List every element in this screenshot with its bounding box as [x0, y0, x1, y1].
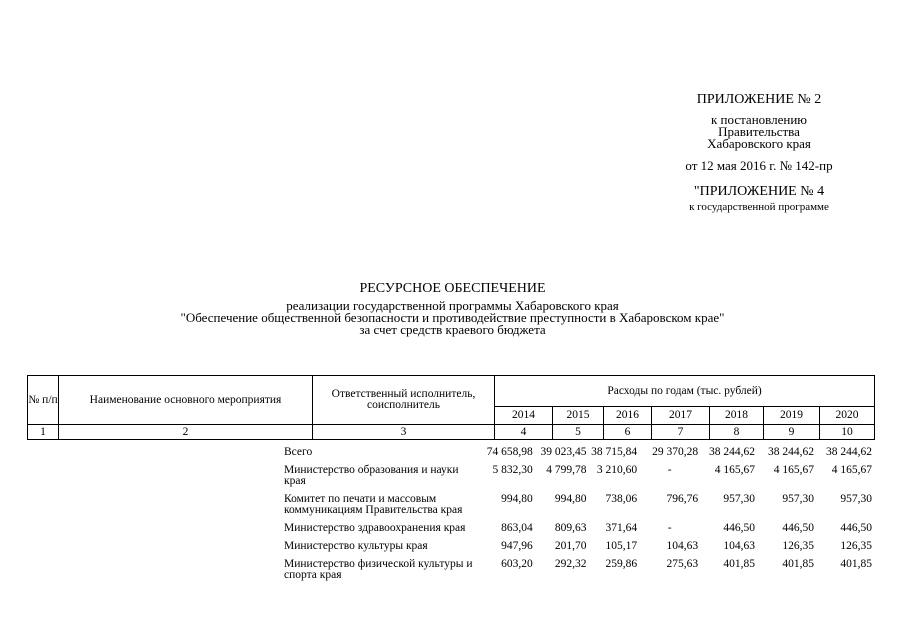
table-row — [282, 445, 874, 463]
row-executor: Министерство образования и науки края — [284, 464, 459, 487]
header-year: 2020 — [820, 407, 875, 425]
header-year: 2018 — [710, 407, 764, 425]
row-value: - — [667, 464, 672, 476]
row-value: 126,35 — [782, 540, 815, 552]
header-year: 2014 — [495, 407, 553, 425]
row-value: 401,85 — [840, 558, 872, 570]
column-number: 5 — [553, 425, 604, 440]
row-value: 4 165,67 — [773, 464, 815, 476]
table-row — [282, 463, 874, 492]
header-expenses: Расходы по годам (тыс. рублей) — [495, 376, 875, 407]
table-row — [282, 539, 874, 557]
row-value: 104,63 — [666, 540, 699, 552]
appendix-title-2: "ПРИЛОЖЕНИЕ № 4 — [693, 184, 825, 199]
subheading-line: "Обеспечение общественной безопасности и противодействие преступности в Хабаровском крае" — [180, 310, 725, 325]
row-value: 38 244,62 — [709, 446, 756, 458]
row-executor: Комитет по печати и массовым коммуникациям Правительства края — [284, 493, 463, 516]
row-value: 603,20 — [501, 558, 533, 570]
row-value: 994,80 — [554, 493, 587, 505]
row-executor: Министерство физической культуры и спорта края — [284, 558, 473, 581]
row-value: 947,96 — [501, 540, 533, 552]
column-number: 9 — [764, 425, 820, 440]
row-value: 104,63 — [723, 540, 756, 552]
row-value: 275,63 — [666, 558, 699, 570]
row-value: 74 658,98 — [486, 446, 533, 458]
row-value: 738,06 — [605, 493, 638, 505]
row-executor: Всего — [284, 446, 313, 458]
row-executor: Министерство здравоохранения края — [284, 522, 466, 534]
appendix-line: к постановлению — [710, 112, 808, 127]
appendix-title: ПРИЛОЖЕНИЕ № 2 — [696, 92, 822, 107]
row-value: 201,70 — [554, 540, 587, 552]
table-row — [282, 557, 874, 586]
row-value: 809,63 — [554, 522, 587, 534]
row-value: 39 023,45 — [540, 446, 587, 458]
row-value: 371,64 — [605, 522, 638, 534]
document-subheading — [0, 300, 905, 336]
row-value: 957,30 — [782, 493, 815, 505]
row-value: 38 244,62 — [768, 446, 815, 458]
header-year: 2019 — [764, 407, 820, 425]
subheading-line: за счет средств краевого бюджета — [359, 322, 546, 337]
row-value: 863,04 — [501, 522, 533, 534]
table-header — [27, 375, 875, 440]
row-value: 38 244,62 — [826, 446, 872, 458]
row-value: 29 370,28 — [652, 446, 699, 458]
column-number: 10 — [820, 425, 875, 440]
row-value: 446,50 — [723, 522, 756, 534]
row-value: 446,50 — [782, 522, 815, 534]
row-value: 105,17 — [605, 540, 638, 552]
header-year: 2017 — [652, 407, 710, 425]
row-value: 259,86 — [605, 558, 638, 570]
header-num: № п/п — [28, 376, 59, 425]
row-value: 994,80 — [501, 493, 533, 505]
table-body — [282, 445, 874, 586]
row-value: 126,35 — [840, 540, 872, 552]
header-name: Наименование основного мероприятия — [59, 376, 313, 425]
row-value: 796,76 — [666, 493, 699, 505]
header-year: 2016 — [604, 407, 652, 425]
column-number: 1 — [28, 425, 59, 440]
appendix-line: Хабаровского края — [707, 136, 811, 151]
row-value: 4 799,78 — [546, 464, 587, 476]
column-number: 6 — [604, 425, 652, 440]
row-value: - — [667, 522, 672, 534]
row-value: 401,85 — [723, 558, 756, 570]
appendix-lines — [640, 114, 878, 172]
row-value: 401,85 — [782, 558, 815, 570]
row-value: 3 210,60 — [596, 464, 638, 476]
document-heading: РЕСУРСНОЕ ОБЕСПЕЧЕНИЕ — [359, 281, 546, 296]
row-value: 5 832,30 — [492, 464, 533, 476]
row-value: 292,32 — [554, 558, 587, 570]
row-executor: Министерство культуры края — [284, 540, 428, 552]
row-value: 4 165,67 — [831, 464, 872, 476]
row-value: 446,50 — [840, 522, 872, 534]
column-number: 2 — [59, 425, 313, 440]
table-row — [282, 521, 874, 539]
column-number: 8 — [710, 425, 764, 440]
row-value: 957,30 — [840, 493, 872, 505]
header-executor: Ответственный исполнитель, соисполнитель — [313, 376, 495, 425]
column-number: 3 — [313, 425, 495, 440]
appendix-line: Правительства — [718, 124, 800, 139]
column-number: 7 — [652, 425, 710, 440]
subheading-line: реализации государственной программы Хабаровского края — [286, 298, 619, 313]
column-number: 4 — [495, 425, 553, 440]
appendix-line: от 12 мая 2016 г. № 142-пр — [685, 158, 833, 173]
row-value: 957,30 — [723, 493, 756, 505]
appendix-subtitle-2: к государственной программе — [689, 201, 829, 213]
row-value: 38 715,84 — [591, 446, 638, 458]
row-value: 4 165,67 — [714, 464, 756, 476]
header-year: 2015 — [553, 407, 604, 425]
table-row — [282, 492, 874, 521]
